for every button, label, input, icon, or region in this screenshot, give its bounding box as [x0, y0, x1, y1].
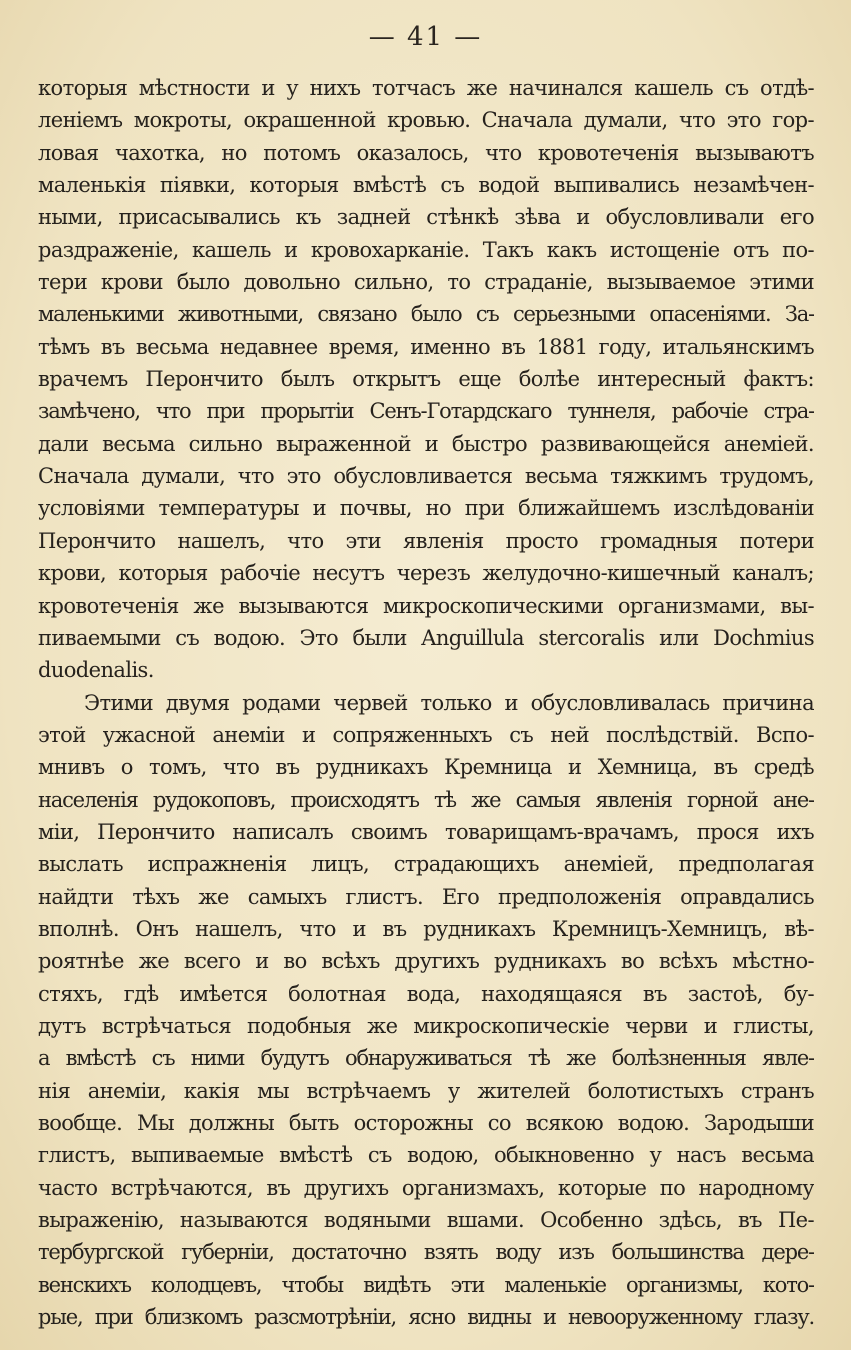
text-line: тери крови было довольно сильно, то страданіе, вызываемое этими	[38, 270, 814, 295]
text-line: леніемъ мокроты, окрашенной кровью. Сначала думали, что это гор-	[38, 108, 814, 133]
text-line: которыя мѣстности и у нихъ тотчасъ же начинался кашель съ отдѣ-	[38, 76, 814, 100]
text-line: міи, Перончито написалъ своимъ товарищамъ-врачамъ, прося ихъ	[38, 819, 814, 844]
text-line: раздраженіе, кашель и кровохарканіе. Такъ какъ истощеніе отъ по-	[38, 237, 814, 262]
text-line: тѣмъ въ весьма недавнее время, именно въ 1881 году, итальянскимъ	[38, 334, 814, 359]
text-line: часто встрѣчаются, въ другихъ организмахъ, которые по народному	[38, 1175, 814, 1200]
text-line: Этими двумя родами червей только и обусловливалась причина	[84, 690, 814, 715]
page-number: — 41 —	[368, 22, 483, 52]
text-line: duodenalis.	[38, 658, 154, 683]
text-line: Сначала думали, что это обусловливается весьма тяжкимъ трудомъ,	[38, 464, 814, 489]
text-line: тербургской губерніи, достаточно взять воду изъ большинства дере-	[38, 1240, 814, 1265]
text-line: выслать испражненія лицъ, страдающихъ анеміей, предполагая	[38, 852, 814, 877]
text-line: населенія рудокоповъ, происходятъ тѣ же самыя явленія горной ане-	[38, 787, 814, 812]
text-line: маленькія піявки, которыя вмѣстѣ съ водой выпивались незамѣчен-	[38, 173, 814, 198]
body-text	[38, 72, 814, 1333]
text-line: дутъ встрѣчаться подобныя же микроскопическіе черви и глисты,	[38, 1013, 814, 1038]
text-line: глистъ, выпиваемые вмѣстѣ съ водою, обыкновенно у насъ весьма	[38, 1143, 814, 1168]
text-line: дали весьма сильно выраженной и быстро развивающейся анеміей.	[38, 431, 814, 456]
text-line: врачемъ Перончито былъ открытъ еще болѣе интересный фактъ:	[38, 367, 814, 392]
text-line: рые, при близкомъ разсмотрѣніи, ясно видны и невооруженному глазу.	[38, 1305, 814, 1330]
text-line: условіями температуры и почвы, но при ближайшемъ изслѣдованіи	[38, 496, 814, 521]
text-line: вообще. Мы должны быть осторожны со всякою водою. Зародыши	[38, 1111, 814, 1135]
text-line: мнивъ о томъ, что въ рудникахъ Кремница и Хемница, въ средѣ	[38, 755, 814, 780]
text-line: Перончито нашелъ, что эти явленія просто громадныя потери	[38, 528, 814, 553]
text-line: крови, которыя рабочіе несутъ черезъ желудочно-кишечный каналъ;	[38, 561, 814, 586]
text-line: а вмѣстѣ съ ними будутъ обнаруживаться тѣ же болѣзненныя явле-	[38, 1046, 814, 1071]
text-line: нія анеміи, какія мы встрѣчаемъ у жителей болотистыхъ странъ	[38, 1078, 814, 1103]
text-line: ными, присасывались къ задней стѣнкѣ зѣва и обусловливали его	[38, 205, 814, 230]
text-line: этой ужасной анеміи и сопряженныхъ съ ней послѣдствій. Вспо-	[38, 722, 814, 747]
text-line: вполнѣ. Онъ нашелъ, что и въ рудникахъ Кремницъ-Хемницъ, вѣ-	[38, 916, 814, 941]
text-line: ловая чахотка, но потомъ оказалось, что кровотеченія вызываютъ	[38, 140, 814, 165]
text-line: роятнѣе же всего и во всѣхъ другихъ рудникахъ во всѣхъ мѣстно-	[38, 949, 814, 974]
text-line: замѣчено, что при прорытіи Сенъ-Готардскаго туннеля, рабочіе стра-	[38, 399, 814, 424]
text-line: маленькими животными, связано было съ серьезными опасеніями. За-	[38, 302, 814, 327]
text-line: стяхъ, гдѣ имѣется болотная вода, находящаяся въ застоѣ, бу-	[38, 981, 814, 1006]
text-line: венскихъ колодцевъ, чтобы видѣть эти маленькіе организмы, кото-	[38, 1272, 814, 1297]
text-line: выраженію, называются водяными вшами. Особенно здѣсь, въ Пе-	[38, 1208, 814, 1233]
text-line: найдти тѣхъ же самыхъ глистъ. Его предположенія оправдались	[38, 884, 814, 909]
text-line: пиваемыми съ водою. Это были Anguillula stercoralis или Dochmius	[38, 625, 814, 650]
text-line: кровотеченія же вызываются микроскопическими организмами, вы-	[38, 593, 814, 618]
